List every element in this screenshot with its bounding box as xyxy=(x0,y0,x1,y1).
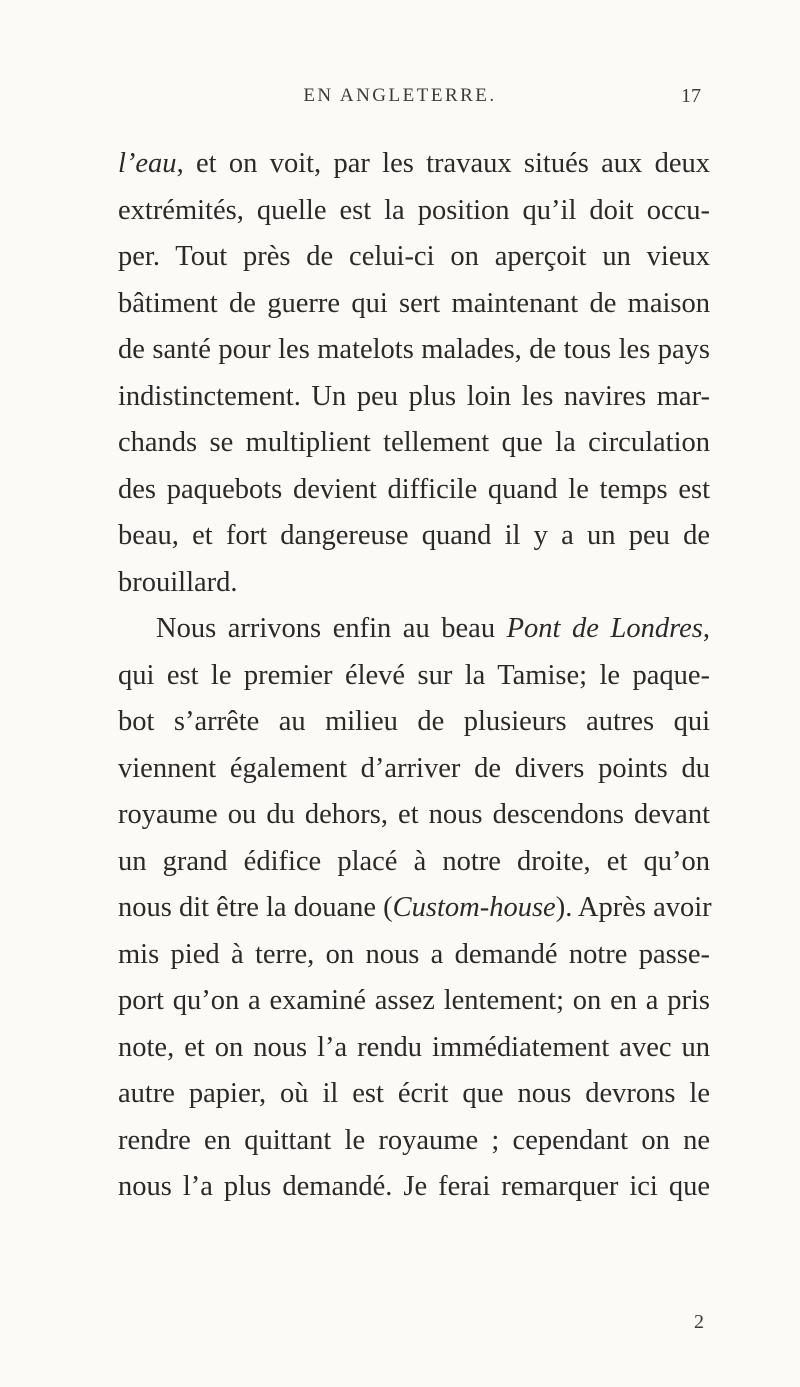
text-line: beau, et fort dangereuse quand il y a un peu de xyxy=(118,520,710,551)
page-number: 17 xyxy=(681,85,701,107)
text-line: extrémités, quelle est la position qu’il doit occu- xyxy=(118,194,710,226)
running-head xyxy=(0,85,800,115)
text-line: viennent également d’arriver de divers points du xyxy=(118,752,710,784)
signature-mark: 2 xyxy=(694,1311,704,1333)
text-line: bâtiment de guerre qui sert maintenant de maison xyxy=(118,287,710,319)
paragraph-end-line: brouillard. xyxy=(118,566,238,598)
text-line: mis pied à terre, on nous a demandé notre passe- xyxy=(118,938,710,970)
text-line: rendre en quittant le royaume ; cependant on ne xyxy=(118,1124,710,1156)
text-line: bot s’arrête au milieu de plusieurs autres qui xyxy=(118,706,710,737)
text-line: l’eau, et on voit, par les travaux situés aux deux xyxy=(118,148,710,179)
text-line: port qu’on a examiné assez lentement; on en a pris xyxy=(118,985,710,1016)
text-line: qui est le premier élevé sur la Tamise; le paque- xyxy=(118,659,710,691)
running-title: EN ANGLETERRE. xyxy=(303,85,497,106)
text-line: note, et on nous l’a rendu immédiatement avec un xyxy=(118,1031,710,1063)
text-line: nous l’a plus demandé. Je ferai remarquer ici que xyxy=(118,1171,710,1202)
paragraph-start-line: Nous arrivons enfin au beau Pont de Londres, xyxy=(156,613,710,644)
body-text xyxy=(118,141,710,1211)
text-line: de santé pour les matelots malades, de tous les pays xyxy=(118,334,710,365)
text-line: un grand édifice placé à notre droite, et qu’on xyxy=(118,845,710,877)
text-line: per. Tout près de celui-ci on aperçoit un vieux xyxy=(118,241,710,272)
text-line: indistinctement. Un peu plus loin les navires mar- xyxy=(118,380,710,412)
text-line: chands se multiplient tellement que la circulation xyxy=(118,427,710,458)
text-line: des paquebots devient difficile quand le temps est xyxy=(118,473,710,505)
text-line: autre papier, où il est écrit que nous devrons le xyxy=(118,1078,710,1109)
text-line: nous dit être la douane (Custom-house). Après avoir xyxy=(118,892,712,923)
text-line: royaume ou du dehors, et nous descendons devant xyxy=(118,799,710,830)
